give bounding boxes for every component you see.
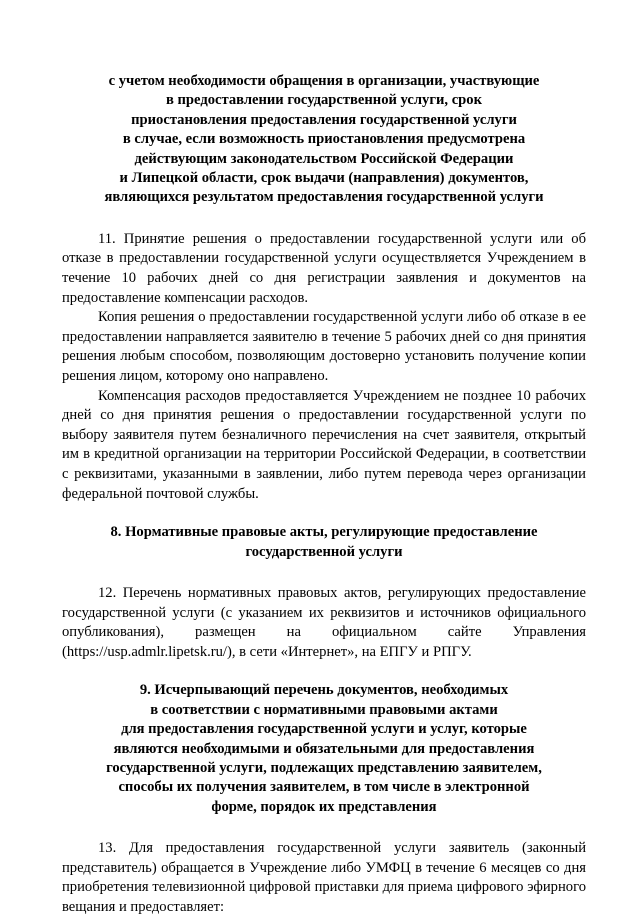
heading-line: для предоставления государственной услуги и услуг, которые: [121, 721, 527, 738]
heading-line: приостановления предоставления государственной услуги: [131, 111, 517, 128]
heading-line: в случае, если возможность приостановления предусмотрена: [122, 131, 526, 148]
heading-line: 9. Исчерпывающий перечень документов, необходимых: [139, 682, 509, 699]
paragraph-decision-copy: Копия решения о предоставлении государственной услуги либо об отказе в ее предоставлении направляется заявителю в течение 5 рабочих дней со дня принятия решения любым способом, позволяющим достоверно установить получение копии решения лицом, которому оно направлено.: [62, 309, 586, 384]
paragraph-12: 12. Перечень нормативных правовых актов, регулирующих предоставление государственной услуги (с указанием их реквизитов и источников официального опубликования), размещен на официальном сайте Управления (https://usp.admlr.lipetsk.ru/), в сети «Интернет», на ЕПГУ и РПГУ.: [62, 584, 586, 660]
paragraph-11: 11. Принятие решения о предоставлении государственной услуги или об отказе в предоставлении государственной услуги осуществляется Учреждением в течение 10 рабочих дней со дня регистрации заявления и документов на предоставление компенсации расходов.: [62, 230, 586, 306]
section-heading-8: [62, 523, 586, 562]
heading-line: способы их получения заявителем, в том числе в электронной: [118, 779, 530, 796]
heading-line: форме, порядок их представления: [211, 798, 437, 815]
section-heading-result-terms: [62, 72, 586, 208]
heading-line: в соответствии с нормативными правовыми актами: [150, 701, 498, 718]
heading-line: являются необходимыми и обязательными для предоставления: [113, 740, 535, 757]
heading-line: государственной услуги: [245, 543, 403, 560]
paragraph-compensation: Компенсация расходов предоставляется Учреждением не позднее 10 рабочих дней со дня принятия решения о предоставлении государственной услуги по выбору заявителя путем безналичного перечисления на счет заявителя, открытый им в кредитной организации на территории Российской Федерации, в соответствии с реквизитами, указанными в заявлении, либо путем перевода через организации федеральной почтовой службы.: [62, 387, 586, 502]
heading-line: действующим законодательством Российской Федерации: [134, 150, 514, 167]
paragraph-13: 13. Для предоставления государственной услуги заявитель (законный представитель) обращается в Учреждение либо УМФЦ в течение 6 месяцев со дня приобретения телевизионной цифровой приставки для приема цифрового эфирного вещания и предоставляет:: [62, 840, 586, 915]
heading-line: с учетом необходимости обращения в организации, участвующие: [108, 73, 540, 89]
section-heading-9: [62, 681, 586, 817]
heading-line: в предоставлении государственной услуги, срок: [165, 92, 482, 109]
heading-line: 8. Нормативные правовые акты, регулирующие предоставление: [110, 524, 538, 541]
heading-line: государственной услуги, подлежащих представлению заявителем,: [106, 759, 542, 776]
heading-line: и Липецкой области, срок выдачи (направления) документов,: [119, 170, 529, 187]
heading-line: являющихся результатом предоставления государственной услуги: [104, 189, 544, 206]
